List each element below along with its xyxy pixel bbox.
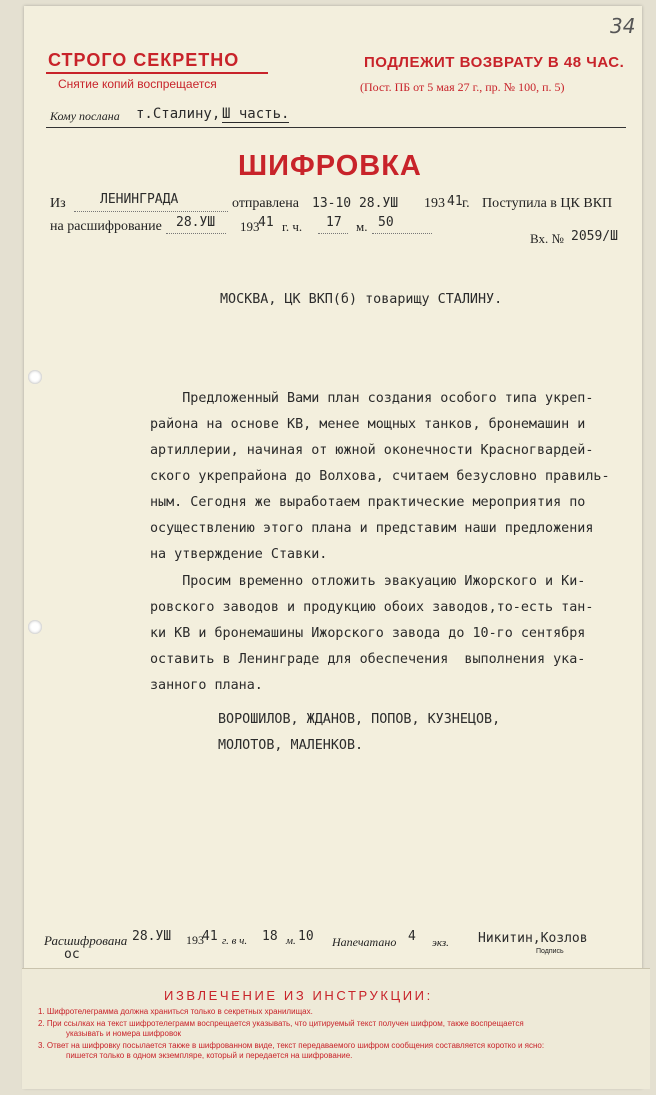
copy-prohibited-note: Снятие копий воспрещается xyxy=(58,77,217,91)
instruction-item-3: 3. Ответ на шифровку посылается также в шифрованном виде, текст передаваемого шифром сообщения составляется коротко и ясно: xyxy=(38,1041,545,1050)
return-basis: (Пост. ПБ от 5 мая 27 г., пр. № 100, п. 5) xyxy=(360,80,565,94)
from-label: Из xyxy=(50,196,66,211)
year-suffix-1: 41 xyxy=(447,194,463,209)
text-line: Просим временно отложить эвакуацию Ижорского и Ки- xyxy=(150,574,586,589)
signature-label: Подпись xyxy=(536,948,564,955)
decoded-code: ос xyxy=(64,947,80,962)
text-line: занного плана. xyxy=(150,678,263,693)
min-label: м. xyxy=(356,219,368,234)
typists: Никитин,Козлов xyxy=(478,931,588,946)
footer-hour: 18 xyxy=(262,929,278,944)
sent-label: отправлена xyxy=(232,196,299,211)
punch-hole xyxy=(28,370,42,384)
from-city: ЛЕНИНГРАДА xyxy=(100,192,179,207)
hour: 17 xyxy=(326,215,342,230)
signatures-line-1: ВОРОШИЛОВ, ЖДАНОВ, ПОПОВ, КУЗНЕЦОВ, xyxy=(218,712,501,727)
signatures-line-2: МОЛОТОВ, МАЛЕНКОВ. xyxy=(218,738,364,753)
year-prefix-1: 193 xyxy=(424,196,445,211)
incoming-number: 2059/Ш xyxy=(571,229,618,244)
instruction-item-2: 2. При ссылках на текст шифротелеграмм воспрещается указывать, что цитируемый текст получен шифром, также воспрещается xyxy=(38,1019,524,1028)
text-line: осуществлению этого плана и представим наши предложения xyxy=(150,521,594,536)
received-label: Поступила в ЦК ВКП xyxy=(482,196,613,211)
sent-time: 13-10 28.УШ xyxy=(312,196,399,211)
year-prefix-2: 193 xyxy=(240,219,260,234)
text-line: ровского заводов и продукцию обоих заводов,то-есть тан- xyxy=(150,600,594,615)
decoded-date: 28.УШ xyxy=(132,929,172,944)
decoded-label: Расшифрована xyxy=(44,933,128,948)
copies-label: экз. xyxy=(432,937,449,949)
g-v-ch-label: г. в ч. xyxy=(222,935,248,947)
stamp-rule xyxy=(46,72,268,74)
instruction-item-3-cont: пишется только в одном экземпляре, который и передается на шифрование. xyxy=(66,1051,353,1060)
decode-label: на расшифрование xyxy=(50,219,162,234)
text-line: на утверждение Ставки. xyxy=(150,547,328,562)
printed-count: 4 xyxy=(408,929,416,944)
footer-min-label: м. xyxy=(286,935,296,947)
text-line: оставить в Ленинграде для обеспечения выполнения ука- xyxy=(150,652,586,667)
text-line: района на основе КВ, менее мощных танков, бронемашин и xyxy=(150,417,586,432)
sent-to-part: Ш часть. xyxy=(222,106,290,122)
g-ch-label: г. ч. xyxy=(282,219,303,234)
year-unit-1: г. xyxy=(462,196,470,211)
footer-minute: 10 xyxy=(298,929,314,944)
footer-year-prefix: 193 xyxy=(186,933,204,947)
minute: 50 xyxy=(378,215,394,230)
decode-date: 28.УШ xyxy=(176,215,216,230)
address-line: МОСКВА, ЦК ВКП(б) товарищу СТАЛИНУ. xyxy=(220,292,503,307)
page-number: 34 xyxy=(610,14,636,38)
printed-label: Напечатано xyxy=(332,935,397,949)
text-line: Предложенный Вами план создания особого типа укреп- xyxy=(150,391,594,406)
year-suffix-2: 41 xyxy=(258,215,274,230)
punch-hole xyxy=(28,620,42,634)
instructions-heading: ИЗВЛЕЧЕНИЕ ИЗ ИНСТРУКЦИИ: xyxy=(164,988,433,1003)
text-line: ки КВ и бронемашины Ижорского завода до 10-го сентября xyxy=(150,626,586,641)
header-divider xyxy=(46,127,626,128)
instruction-item-1: 1. Шифротелеграмма должна храниться только в секретных хранилищах. xyxy=(38,1007,313,1016)
secret-stamp: СТРОГО СЕКРЕТНО xyxy=(48,50,240,70)
return-notice: ПОДЛЕЖИТ ВОЗВРАТУ В 48 ЧАС. xyxy=(364,54,625,71)
instruction-item-2-cont: указывать и номера шифровок xyxy=(66,1029,182,1038)
incoming-label: Вх. № xyxy=(530,231,564,246)
paragraph-2 xyxy=(150,543,632,725)
document-title: ШИФРОВКА xyxy=(238,150,422,182)
text-line: артиллерии, начиная от южной оконечности Красногвардей- xyxy=(150,443,594,458)
footer-year-suffix: 41 xyxy=(202,929,218,944)
text-line: ным. Сегодня же выработаем практические мероприятия по xyxy=(150,495,586,510)
sent-to-value: т.Сталину, xyxy=(136,106,221,122)
sent-to-label: Кому послана xyxy=(50,109,120,123)
text-line: ского укрепрайона до Волхова, считаем безусловно правиль- xyxy=(150,469,610,484)
